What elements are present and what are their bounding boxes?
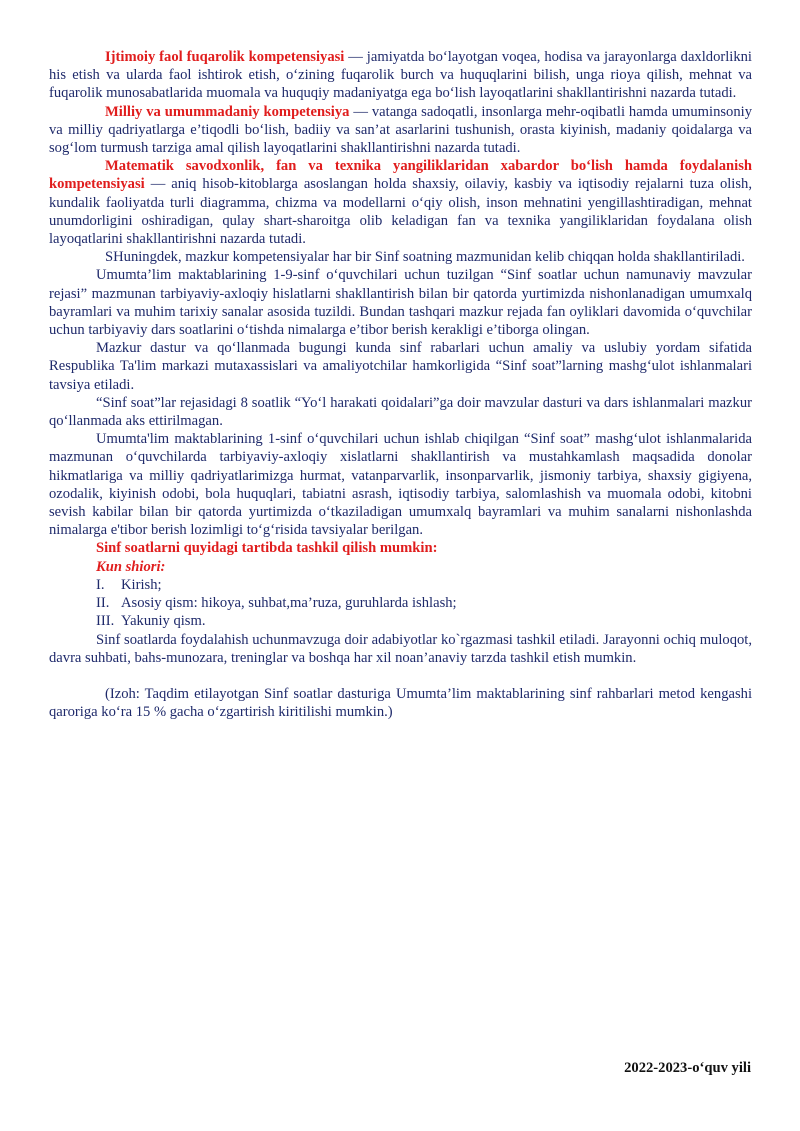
steps-list: [49, 576, 752, 631]
paragraph-national-competence: [49, 103, 752, 158]
step-text: Kirish;: [121, 576, 162, 593]
note-paragraph: (Izoh: Taqdim etilayotgan Sinf soatlar dasturiga Umumta’lim maktablarining sinf rahbarlari metod kengashi qaroriga ko‘ra 15 % gacha o‘zgartirish kiritilishi mumkin.): [49, 685, 752, 721]
paragraph-summary: [49, 248, 752, 266]
list-item: [49, 612, 752, 630]
body-paragraph: “Sinf soat”lar rejasidagi 8 soatlik “Yo‘l harakati qoidalari”ga doir mavzular dasturi va dars ishlanmalari mazkur qo‘llanmada aks ettirilmagan.: [49, 394, 752, 430]
order-heading: Sinf soatlarni quyidagi tartibda tashkil qilish mumkin:: [96, 540, 438, 557]
competence-title: Milliy va umummadaniy kompetensiya: [105, 103, 350, 120]
summary-text: SHuningdek, mazkur kompetensiyalar har bir Sinf soatning mazmunidan kelib chiqqan holda shakllantiriladi.: [105, 249, 745, 266]
paragraph-math-competence: [49, 157, 752, 248]
step-number: II.: [96, 595, 110, 612]
list-item: [49, 576, 752, 594]
step-text: Asosiy qism: hikoya, suhbat,ma’ruza, guruhlarda ishlash;: [121, 595, 457, 612]
spacer: [49, 667, 752, 685]
academic-year-footer: 2022-2023-o‘quv yili: [624, 1060, 751, 1076]
body-paragraph: Mazkur dastur va qo‘llanmada bugungi kunda sinf rabarlari uchun amaliy va uslubiy yordam sifatida Respublika Ta'lim markazi mutaxassislari va amaliyotchilar hamkorligida “Sinf soat”larning mashg‘ulot ishlanmalari tavsiya etiladi.: [49, 340, 752, 393]
body-paragraph: Umumta'lim maktablarining 1-sinf o‘quvchilari uchun ishlab chiqilgan “Sinf soat” mashg‘ulot ishlanmalarida mazmunan o‘quvchilarda tarbiyaviy-axloqiy xislatlarni shakllantirish va mustahkamlash maqsadida donolar hikmatlariga va milliy qadriyatlarimizga hurmat, vatanparvarlik, insonparvarlik, jismoniy tarbiya, shaxsiy gigiyena, ozodalik, kiyinish odobi, bola huquqlari, tabiatni asrash, iqtisodiy tarbiya, salomlashish va muomala odobi, kitobni sevish kabilar bilan bir qatorda yurtimizda o‘tkaziladigan umumxalq bayramlari va muhim sanalarni nishonlashda nimalarga e'tibor berish lozimligi to‘g‘risida tavsiyalar berilgan.: [49, 431, 752, 539]
step-number: III.: [96, 613, 115, 630]
paragraph-social-competence: [49, 48, 752, 103]
step-text: Yakuniy qism.: [121, 613, 206, 630]
body-paragraph: Umumta’lim maktablarining 1-9-sinf o‘quvchilari uchun tuzilgan “Sinf soatlar uchun namunaviy mavzular rejasi” mazmunan tarbiyaviy-axloqiy hislatlarni shakllantirish bilan bir qatorda yurtimizda nishonlanadigan umumxalq bayramlari va muhim tarixiy sanalar asosida tuzildi. Bundan tashqari mazkur rejada fan oyliklari davomida o‘quvchilar uchun tarbiyaviy dars soatlarini o‘tishda nimalarga e’tibor berish kerakligi e’tiborga olingan.: [49, 267, 752, 339]
competence-text: — jamiyatda bo‘layotgan voqea, hodisa va jarayonlarga daxldorlikni his etish va ularda faol ishtirok etish, o‘zining fuqarolik burch va huquqlarini bilish, unga rioya qilish, mehnat va fuqarolik munosabatlarida muomala va huquqiy madaniyatga ega bo‘lish layoqatlarini shakllantirishni nazarda tutadi.: [49, 49, 752, 102]
motto-label: Kun shiori:: [96, 558, 166, 575]
closing-paragraph: Sinf soatlarda foydalahish uchunmavzuga doir adabiyotlar ko`rgazmasi tashkil etiladi. Jarayonni ochiq muloqot, davra suhbati, bahs-munozara, treninglar va boshqa har xil noan’anaviy tarzda tashkil etish mumkin.: [49, 631, 752, 666]
competence-text: — vatanga sadoqatli, insonlarga mehr-oqibatli hamda umuminsoniy va milliy qadriyatlarga e’tiqodli bo‘lish, badiiy va san’at asarlarini tushunish, orasta kiyinish, madaniy qoidalarga va sog‘lom turmush tarziga amal qilish layoqatlarini shakllantirishni nazarda tutadi.: [49, 103, 752, 157]
competence-title: Ijtimoiy faol fuqarolik kompetensiyasi: [105, 49, 345, 65]
step-number: I.: [96, 576, 105, 593]
list-item: [49, 594, 752, 612]
competence-title: Matematik savodxonlik, fan va texnika yangiliklaridan xabardor bo‘lish hamda foydalanish kompetensiyasi: [49, 158, 752, 193]
competence-text: — aniq hisob-kitoblarga asoslangan holda shaxsiy, oilaviy, kasbiy va iqtisodiy rejalarni tuza olish, kundalik faoliyatda turli diagramma, chizma va modellarni o‘qiy olish, inson mehnatini yengillashtiradigan, mehnat unumdorligini oshiradigan, qulay shart-sharoitga olib keladigan fan va texnika yangiliklaridan foydalana olish layoqatlarini shakllantirishni nazarda tutadi.: [49, 176, 752, 248]
document-body: [49, 48, 752, 721]
